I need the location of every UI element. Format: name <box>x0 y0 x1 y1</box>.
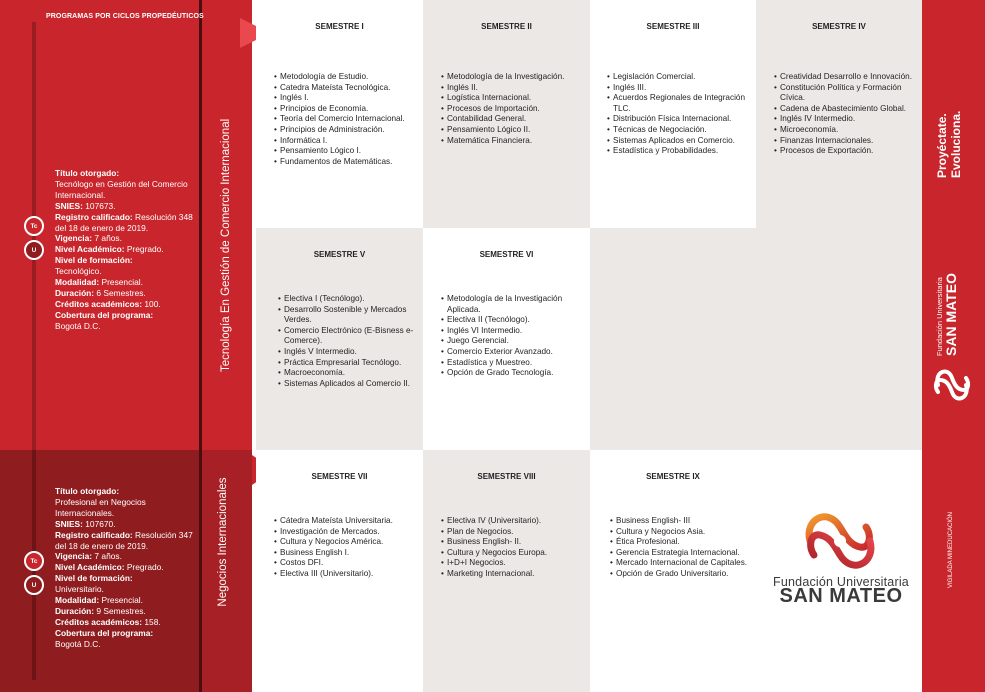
semester-cell <box>423 228 590 450</box>
list-item: • Electiva III (Universitario). <box>274 569 419 580</box>
program2-details: Título otorgado: Profesional en Negocios Internacionales. SNIES: 107670. Registro calificado: Resolución 347 del 18 de enero de 2019. Vigencia: 7 años. Nivel Académico: Pregrado. Nivel de formación: Universitario. Modalidad: Presencial. Duración: 9 Semestres. Créditos académicos: 158. Cobertura del programa: Bogotá D.C. <box>55 486 193 649</box>
course-list <box>774 72 919 157</box>
semester-title: SEMESTRE I <box>315 22 364 31</box>
list-item: • Sistemas Aplicados al Comercio II. <box>278 379 418 390</box>
semester-title: SEMESTRE VII <box>311 472 368 481</box>
list-item: • Estadística y Probabilidades. <box>607 146 752 157</box>
semester-cell <box>590 450 756 692</box>
list-item: • Marketing Internacional. <box>441 569 586 580</box>
semester-title: SEMESTRE V <box>313 250 366 259</box>
list-item: • Business English I. <box>274 548 419 559</box>
tc-badge-icon: Tc <box>24 216 44 236</box>
list-item: • Estadística y Muestreo. <box>441 358 586 369</box>
san-mateo-mark-icon <box>932 364 972 406</box>
course-list <box>441 72 586 146</box>
list-item: • Principios de Economía. <box>274 104 414 115</box>
list-item: • Finanzas Internacionales. <box>774 136 919 147</box>
empty-cell <box>590 228 922 450</box>
list-item: • Fundamentos de Matemáticas. <box>274 157 414 168</box>
list-item: • Mercado Internacional de Capitales. <box>610 558 750 569</box>
list-item: • Cátedra Mateísta Universitaria. <box>274 516 419 527</box>
list-item: • Inglés I. <box>274 93 414 104</box>
list-item: • Pensamiento Lógico I. <box>274 146 414 157</box>
slogan: Proyéctate. Evoluciona. <box>935 110 963 178</box>
list-item: • Inglés II. <box>441 83 586 94</box>
course-list <box>274 72 414 167</box>
san-mateo-logo-icon <box>800 505 880 577</box>
semester-cell <box>256 0 423 228</box>
list-item: • Desarrollo Sostenible y Mercados Verdes. <box>278 305 418 326</box>
program1-vertical-title: Tecnología En Gestión de Comercio Internacional <box>220 118 232 372</box>
list-item: • Juego Gerencial. <box>441 336 586 347</box>
course-list <box>278 294 418 389</box>
list-item: • Business English- II. <box>441 537 586 548</box>
semester-title: SEMESTRE III <box>646 22 700 31</box>
vigilada-label: VIGILADA MINEDUCACIÓN <box>948 511 954 588</box>
list-item: • Constitución Política y Formación Cívica. <box>774 83 919 104</box>
list-item: • Procesos de Importación. <box>441 104 586 115</box>
semester-title: SEMESTRE VI <box>479 250 534 259</box>
list-item: • Teoría del Comercio Internacional. <box>274 114 414 125</box>
list-item: • Costos DFI. <box>274 558 419 569</box>
program2-vertical-title: Negocios Internacionales <box>217 477 229 607</box>
list-item: • Distribución Física Internacional. <box>607 114 752 125</box>
semester-title: SEMESTRE II <box>481 22 532 31</box>
list-item: • Comercio Exterior Avanzado. <box>441 347 586 358</box>
semester-title: SEMESTRE VIII <box>477 472 536 481</box>
side-brand-text: Fundación Universitaria SAN MATEO <box>935 273 959 356</box>
timeline-line-top <box>32 22 36 450</box>
list-item: • Informática I. <box>274 136 414 147</box>
course-list <box>607 72 752 157</box>
course-list <box>441 294 586 379</box>
list-item: • Business English- III <box>610 516 750 527</box>
semester-cell <box>423 450 590 692</box>
tc-badge-icon: Tc <box>24 551 44 571</box>
list-item: • Cultura y Negocios América. <box>274 537 419 548</box>
list-item: • Catedra Mateísta Tecnológica. <box>274 83 414 94</box>
brand-name: SAN MATEO <box>779 585 903 607</box>
list-item: • Investigación de Mercados. <box>274 527 419 538</box>
list-item: • Ética Profesional. <box>610 537 750 548</box>
list-item: • Inglés V Intermedio. <box>278 347 418 358</box>
list-item: • Principios de Administración. <box>274 125 414 136</box>
u-badge-icon: U <box>24 575 44 595</box>
list-item: • Electiva II (Tecnólogo). <box>441 315 586 326</box>
list-item: • Gerencia Estrategia Internacional. <box>610 548 750 559</box>
list-item: • Práctica Empresarial Tecnólogo. <box>278 358 418 369</box>
list-item: • Electiva IV (Universitario). <box>441 516 586 527</box>
semester-cell <box>256 228 423 450</box>
list-item: • Metodología de la Investigación Aplicada. <box>441 294 586 315</box>
list-item: • Legislación Comercial. <box>607 72 752 83</box>
semester-cell <box>756 0 922 228</box>
list-item: • Pensamiento Lógico II. <box>441 125 586 136</box>
list-item: • Metodología de Estudio. <box>274 72 414 83</box>
list-item: • Acuerdos Regionales de Integración TLC. <box>607 93 752 114</box>
course-list <box>441 516 586 580</box>
course-list <box>610 516 750 580</box>
list-item: • Matemática Financiera. <box>441 136 586 147</box>
course-list <box>274 516 419 580</box>
semester-cell <box>256 450 423 692</box>
brand-subtitle: Fundación Universitaria <box>773 575 909 589</box>
list-item: • Procesos de Exportación. <box>774 146 919 157</box>
list-item: • Comercio Electrónico (E-Bisness e- Comerce). <box>278 326 418 347</box>
list-item: • Plan de Negocios. <box>441 527 586 538</box>
list-item: • Creatividad Desarrollo e Innovación. <box>774 72 919 83</box>
list-item: • Metodología de la Investigación. <box>441 72 586 83</box>
list-item: • Cadena de Abastecimiento Global. <box>774 104 919 115</box>
list-item: • I+D+I Negocios. <box>441 558 586 569</box>
section-header: PROGRAMAS POR CICLOS PROPEDÉUTICOS <box>46 13 204 20</box>
list-item: • Opción de Grado Universitario. <box>610 569 750 580</box>
list-item: • Inglés IV Intermedio. <box>774 114 919 125</box>
list-item: • Contabilidad General. <box>441 114 586 125</box>
list-item: • Técnicas de Negociación. <box>607 125 752 136</box>
list-item: • Electiva I (Tecnólogo). <box>278 294 418 305</box>
list-item: • Microeconomía. <box>774 125 919 136</box>
list-item: • Inglés VI Intermedio. <box>441 326 586 337</box>
list-item: • Sistemas Aplicados en Comercio. <box>607 136 752 147</box>
list-item: • Inglés III. <box>607 83 752 94</box>
list-item: • Opción de Grado Tecnología. <box>441 368 586 379</box>
list-item: • Cultura y Negocios Europa. <box>441 548 586 559</box>
semester-title: SEMESTRE IV <box>812 22 866 31</box>
semester-cell <box>590 0 756 228</box>
list-item: • Cultura y Negocios Asia. <box>610 527 750 538</box>
list-item: • Macroeconomía. <box>278 368 418 379</box>
u-badge-icon: U <box>24 240 44 260</box>
list-item: • Logística Internacional. <box>441 93 586 104</box>
semester-title: SEMESTRE IX <box>646 472 700 481</box>
program1-details: Título otorgado: Tecnólogo en Gestión del Comercio Internacional. SNIES: 107673. Registro calificado: Resolución 348 del 18 de enero de 2019. Vigencia: 7 años. Nivel Académico: Pregrado. Nivel de formación: Tecnológico. Modalidad: Presencial. Duración: 6 Semestres. Créditos académicos: 100. Cobertura del programa: Bogotá D.C. <box>55 168 193 331</box>
semester-cell <box>423 0 590 228</box>
